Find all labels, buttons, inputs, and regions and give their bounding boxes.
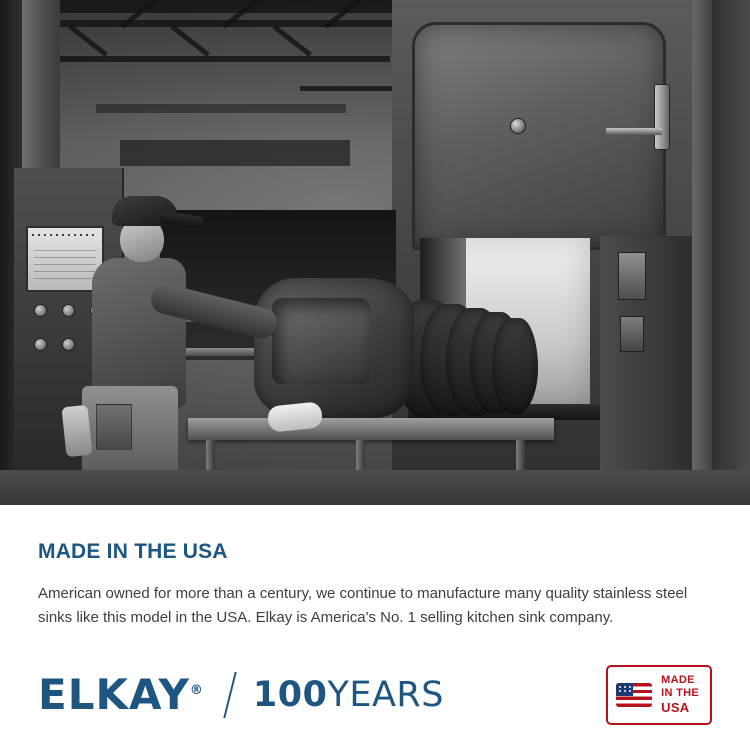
elkay-wordmark: ELKAY xyxy=(38,670,190,719)
usa-flag-icon xyxy=(616,683,652,707)
furnace-rod-icon xyxy=(606,128,662,135)
brand-row xyxy=(0,640,750,750)
anniversary-number: 100 xyxy=(252,674,328,715)
cabinet-dial-icon xyxy=(62,304,75,317)
anniversary-lockup xyxy=(252,674,444,715)
worker-apron-pocket xyxy=(96,404,132,450)
body-copy: American owned for more than a century, we continue to manufacture many quality stainless steel sinks like this model in the USA. Elkay is America's No. 1 selling kitchen sink company. xyxy=(38,585,688,627)
elkay-logo xyxy=(38,670,203,719)
made-in-usa-badge xyxy=(606,665,712,724)
sink-blank xyxy=(492,318,538,414)
ceiling-beam-icon xyxy=(96,104,346,113)
badge-line-3: USA xyxy=(661,700,690,716)
furnace-latch-icon xyxy=(620,316,644,352)
badge-text xyxy=(661,674,699,715)
furnace-side-panel xyxy=(600,236,692,504)
furnace-handle-icon xyxy=(654,84,670,150)
anniversary-word: YEARS xyxy=(327,674,444,715)
elkay-lockup xyxy=(38,672,444,718)
page-title: MADE IN THE USA xyxy=(38,540,228,563)
registered-mark-icon: ® xyxy=(189,683,203,698)
furnace-door xyxy=(412,22,666,250)
worker-rag xyxy=(61,405,92,457)
factory-floor xyxy=(0,470,750,505)
logo-divider xyxy=(223,672,236,718)
work-table xyxy=(188,418,554,440)
overhead-duct-icon xyxy=(120,140,350,166)
furnace-bolt-icon xyxy=(510,118,526,134)
ceiling-beam-icon xyxy=(60,56,390,62)
furnace-latch-icon xyxy=(618,252,646,300)
badge-line-2: IN THE xyxy=(661,687,699,700)
sink-basin xyxy=(272,298,370,384)
wall-right xyxy=(712,0,750,505)
flag-canton xyxy=(616,683,633,696)
cabinet-dial-icon xyxy=(62,338,75,351)
cabinet-dial-icon xyxy=(34,338,47,351)
cabinet-dial-icon xyxy=(34,304,47,317)
badge-line-1: MADE xyxy=(661,674,695,687)
